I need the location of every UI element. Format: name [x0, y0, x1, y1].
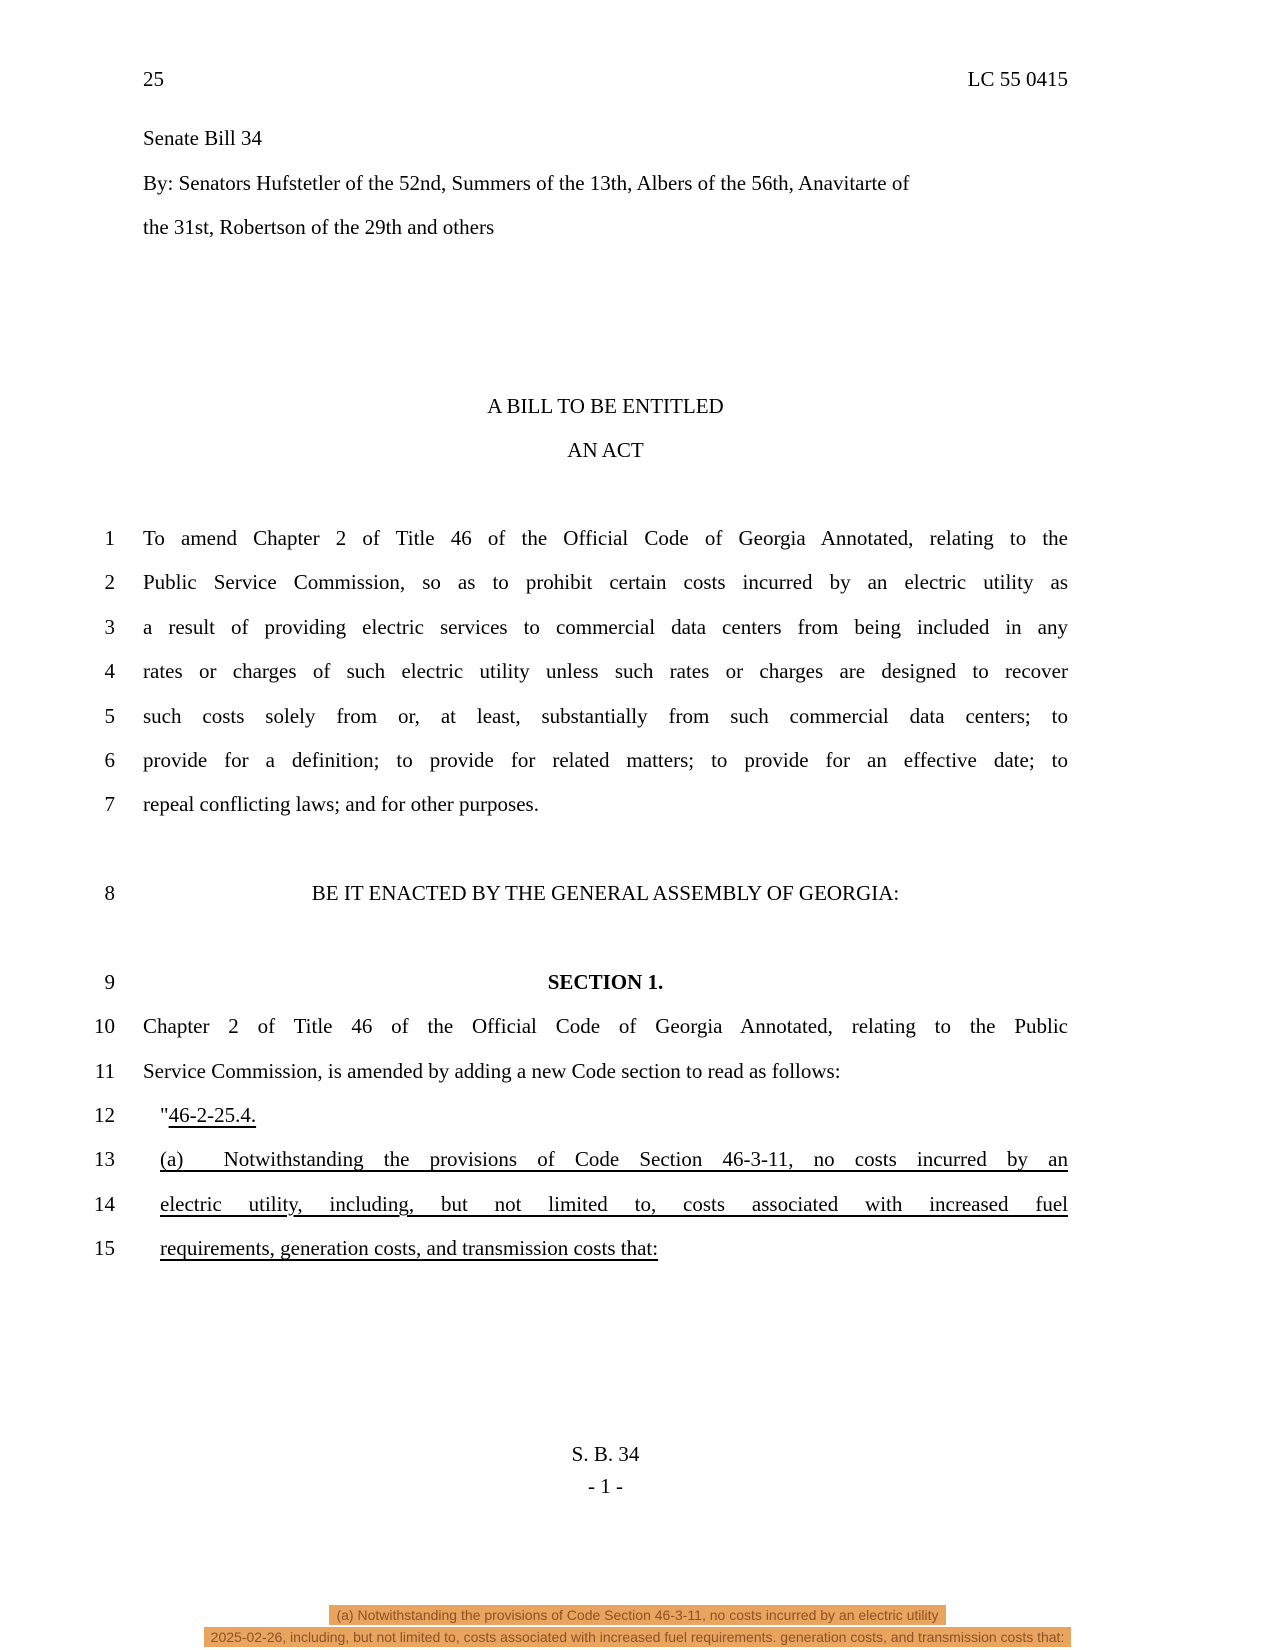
footer-bill-ref: S. B. 34 [571, 1442, 640, 1466]
line-text: rates or charges of such electric utility unless such rates or charges are designed to recover [143, 659, 1068, 684]
page-footer [143, 1438, 1068, 1502]
sponsors-line-2: the 31st, Robertson of the 29th and others [143, 215, 495, 239]
header-page-number: 25 [143, 67, 164, 91]
bill-line [0, 1049, 1275, 1093]
line-text: a result of providing electric services to commercial data centers from being included in any [143, 614, 1068, 639]
bill-line [0, 1226, 1275, 1270]
bill-line [0, 960, 1275, 1004]
line-text: Chapter 2 of Title 46 of the Official Code of Georgia Annotated, relating to the Public [143, 1014, 1068, 1039]
line-number: 5 [104, 703, 115, 728]
line-text: such costs solely from or, at least, substantially from such commercial data centers; to [143, 703, 1068, 728]
ocr-overlay-line-2: 2025-02-26, including, but not limited to, costs associated with increased fuel requirements. generation costs, and transmission costs that: [204, 1627, 1072, 1647]
bill-line [0, 649, 1275, 693]
line-number: 1 [104, 526, 115, 550]
line-text: To amend Chapter 2 of Title 46 of the Official Code of Georgia Annotated, relating to the [143, 526, 1068, 550]
ocr-overlay-line-1: (a) Notwithstanding the provisions of Code Section 46-3-11, no costs incurred by an electric utility [329, 1605, 945, 1625]
act-title-line: AN ACT [567, 438, 644, 463]
bill-name: Senate Bill 34 [143, 126, 262, 150]
sponsors-line-1: By: Senators Hufstetler of the 52nd, Summers of the 13th, Albers of the 56th, Anavitarte of [143, 170, 910, 195]
bill-line [0, 560, 1275, 604]
line-text: "46-2-25.4. [160, 1103, 257, 1128]
footer-page-number: - 1 - [588, 1474, 623, 1498]
bill-heading [143, 116, 1068, 250]
line-number: 15 [94, 1236, 115, 1261]
page-header [143, 64, 1068, 94]
line-number: 7 [104, 792, 115, 817]
line-text: repeal conflicting laws; and for other purposes. [143, 792, 539, 817]
line-text: Service Commission, is amended by adding a new Code section to read as follows: [143, 1058, 841, 1083]
bill-line [0, 605, 1275, 649]
line-text: electric utility, including, but not limited to, costs associated with increased fuel [160, 1191, 1068, 1216]
line-number: 3 [104, 614, 115, 639]
ocr-annotation-overlay [0, 1604, 1275, 1648]
line-text: SECTION 1. [547, 969, 664, 994]
bill-line [0, 1137, 1275, 1181]
bill-line [0, 782, 1275, 826]
title-block [143, 384, 1068, 473]
bill-title-line: A BILL TO BE ENTITLED [487, 394, 724, 418]
line-number: 13 [94, 1147, 115, 1172]
line-text: (a) Notwithstanding the provisions of Code Section 46-3-11, no costs incurred by an [160, 1147, 1068, 1172]
bill-line [0, 1004, 1275, 1048]
line-number: 12 [94, 1103, 115, 1128]
line-text: requirements, generation costs, and transmission costs that: [160, 1236, 659, 1261]
bill-line [0, 871, 1275, 915]
bill-line [0, 1182, 1275, 1226]
bill-line [0, 694, 1275, 738]
line-text: provide for a definition; to provide for related matters; to provide for an effective date; to [143, 747, 1068, 772]
quote-mark: " [160, 1103, 169, 1128]
line-number: 9 [104, 969, 115, 994]
line-number: 4 [104, 659, 115, 684]
bill-line [0, 516, 1275, 560]
line-number: 10 [94, 1014, 115, 1039]
line-number: 2 [104, 570, 115, 595]
line-number: 14 [94, 1191, 115, 1216]
line-number: 8 [104, 881, 115, 906]
line-number: 6 [104, 747, 115, 772]
bill-line [0, 738, 1275, 782]
line-number: 11 [94, 1058, 115, 1083]
bill-line [0, 1093, 1275, 1137]
line-text: BE IT ENACTED BY THE GENERAL ASSEMBLY OF GEORGIA: [311, 881, 900, 906]
line-text: Public Service Commission, so as to prohibit certain costs incurred by an electric utility as [143, 570, 1068, 595]
bill-body [0, 516, 1275, 1271]
document-code: LC 55 0415 [967, 67, 1068, 91]
